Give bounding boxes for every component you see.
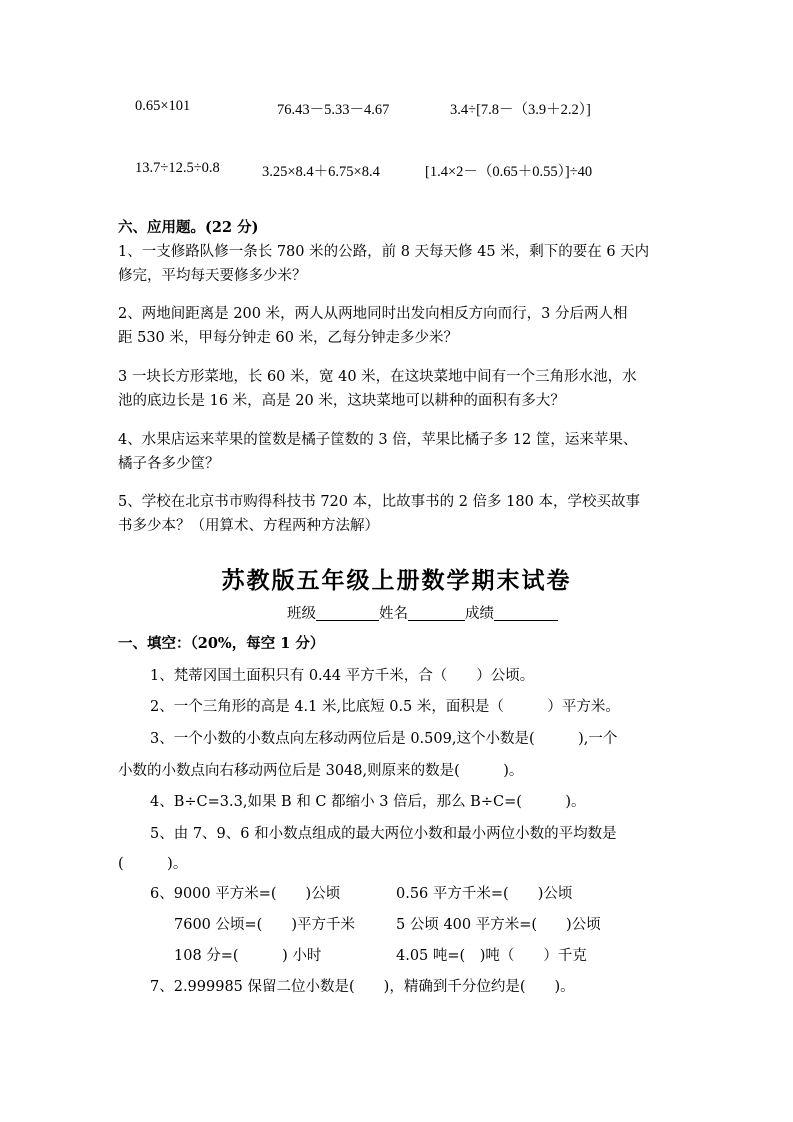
problem-line: 橘子各多少筐？: [118, 456, 220, 472]
question: 7、2.999985 保留二位小数是( )，精确到千分位约是( )。: [150, 979, 575, 995]
score-label: 成绩: [465, 606, 494, 622]
name-field[interactable]: [408, 604, 465, 621]
word-problem: [118, 490, 678, 538]
problem-line: 1、一支修路队修一条长 780 米的公路，前 8 天每天修 45 米，剩下的要在 6 天内: [118, 244, 650, 260]
question: ( )。: [118, 856, 188, 872]
question: 3、一个小数的小数点向左移动两位后是 0.509,这个小数是( ),一个: [150, 731, 618, 747]
class-field[interactable]: [316, 604, 379, 621]
question: 5、由 7、9、6 和小数点组成的最大两位小数和最小两位小数的平均数是: [150, 826, 617, 842]
calc-expression: 0.65×101: [135, 98, 191, 114]
word-problem: [118, 428, 678, 476]
problem-line: 书多少本？（用算术、方程两种方法解）: [118, 518, 379, 534]
problem-line: 3 一块长方形菜地，长 60 米，宽 40 米，在这块菜地中间有一个三角形水池，水: [118, 369, 637, 385]
problem-line: 距 530 米，甲每分钟走 60 米，乙每分钟走多少米？: [118, 330, 459, 346]
question: 1、梵蒂冈国土面积只有 0.44 平方千米，合（ ）公顷。: [150, 668, 535, 684]
question: 6、9000 平方米=( )公顷: [150, 886, 341, 902]
question: 0.56 平方千米=( )公顷: [396, 886, 573, 902]
problem-line: 4、水果店运来苹果的筐数是橘子筐数的 3 倍，苹果比橘子多 12 筐，运来苹果、: [118, 432, 638, 448]
section-heading: 六、应用题。(22 分): [118, 219, 259, 236]
name-label: 姓名: [379, 606, 408, 622]
calc-expression: 13.7÷12.5÷0.8: [135, 160, 220, 176]
calc-expression: [1.4×2－（0.65＋0.55）]÷40: [425, 164, 593, 180]
word-problem: [118, 365, 678, 413]
calc-expression: 3.4÷[7.8－（3.9＋2.2）]: [450, 102, 591, 118]
problem-line: 池的底边长是 16 米，高是 20 米，这块菜地可以耕种的面积有多大？: [118, 393, 565, 409]
problem-line: 5、学校在北京书市购得科技书 720 本，比故事书的 2 倍多 180 本，学校买故事: [118, 494, 640, 510]
calc-expression: 76.43－5.33－4.67: [277, 102, 390, 118]
question: 108 分=( ) 小时: [174, 948, 322, 964]
score-field[interactable]: [494, 604, 558, 621]
class-label: 班级: [287, 606, 316, 622]
problem-line: 2、两地间距离是 200 米，两人从两地同时出发向相反方向而行，3 分后两人相: [118, 306, 628, 322]
word-problem: [118, 240, 678, 288]
question: 小数的小数点向右移动两位后是 3048,则原来的数是( )。: [118, 763, 524, 779]
question: 5 公顷 400 平方米=( )公顷: [396, 917, 601, 933]
problem-line: 修完，平均每天要修多少米？: [118, 268, 307, 284]
calc-expression: 3.25×8.4＋6.75×8.4: [262, 164, 380, 180]
question: 2、一个三角形的高是 4.1 米,比底短 0.5 米，面积是（ ）平方米。: [150, 699, 620, 715]
question: 4、B÷C=3.3,如果 B 和 C 都缩小 3 倍后，那么 B÷C=( )。: [150, 794, 586, 810]
question: 4.05 吨=( )吨（ ）千克: [396, 948, 587, 964]
word-problem: [118, 302, 678, 350]
student-info: [287, 602, 558, 623]
section-heading: 一、填空：（20%，每空 1 分）: [118, 635, 325, 652]
page-title: 苏教版五年级上册数学期末试卷: [221, 567, 572, 594]
question: 7600 公顷=( )平方千米: [174, 917, 355, 933]
